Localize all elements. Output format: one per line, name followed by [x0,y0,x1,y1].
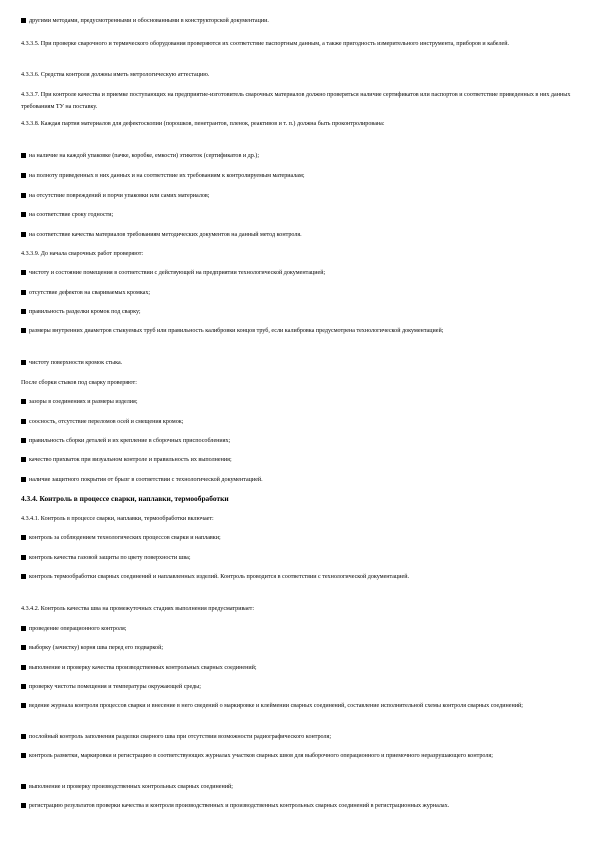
paragraph [21,248,577,260]
list-item [21,306,577,318]
bullet-icon [21,734,26,739]
bullet-icon [21,684,26,689]
paragraph-text: ведение журнала контроля процессов сварки и внесение в него сведений о маркировке и клеймении сварных соединений, составление исполнительной схемы контроля сварных соединений; [29,703,523,709]
section-heading: 4.3.4. Контроль в процессе сварки, наплавки, термообработки [21,494,229,503]
bullet-icon [21,574,26,579]
list-item [21,800,577,824]
list-item [21,325,577,349]
bullet-icon [21,535,26,540]
paragraph-text: чистоту и состояние помещения в соответствии с действующей на предприятии технологической документацией; [29,270,326,276]
bullet-icon [21,270,26,275]
list-item [21,229,577,241]
bullet-icon [21,477,26,482]
paragraph-text: качество прихваток при визуальном контроле и правильность их выполнения; [29,457,232,463]
paragraph-text: контроль качества газовой защиты по цвету поверхности шва; [29,555,191,561]
bullet-icon [21,399,26,404]
paragraph-text: После сборки стыков под сварку проверяют: [21,380,137,386]
paragraph-text: наличие защитного покрытия от брызг в соответствии с технологической документацией. [29,477,263,483]
list-item [21,623,577,635]
bullet-icon [21,328,26,333]
list-item [21,267,577,279]
paragraph-text: 4.3.3.6. Средства контроля должны иметь метрологическую аттестацию. [21,72,210,78]
paragraph-text: контроль за соблюдением технологических процессов сварки и наплавки; [29,535,221,541]
paragraph-text: правильность разделки кромок под сварку; [29,309,141,315]
list-item [21,209,577,221]
list-item [21,552,577,564]
paragraph-text: контроль термообработки сварных соединений и наплавленных изделий. Контроль проводится в соответствии с технологической документацией. [29,574,410,580]
bullet-icon [21,555,26,560]
paragraph-text: другими методами, предусмотренными и обоснованными в конструкторской документации. [29,18,269,24]
paragraph-text: на полноту приведенных в них данных и на соответствие их требованиям к контролируемым материалам; [29,173,305,179]
list-item [21,15,577,27]
list-item [21,357,577,369]
list-item [21,700,577,724]
bullet-icon [21,803,26,808]
paragraph [21,89,577,113]
list-item [21,642,577,654]
bullet-icon [21,784,26,789]
paragraph-text: правильность сборки деталей и их крепление в сборочных приспособлениях; [29,438,231,444]
paragraph-text: 4.3.3.5. При проверке сварочного и термического оборудования проверяются их соответствие паспортным данным, а также пригодность измерительного инструмента, приборов и кабелей. [21,41,510,47]
paragraph-text: проведение операционного контроля; [29,626,127,632]
list-item [21,781,577,793]
bullet-icon [21,419,26,424]
list-item [21,435,577,447]
paragraph-text: послойный контроль заполнения разделки сварного шва при отсутствии возможности радиографического контроля; [29,734,332,740]
paragraph-text: чистоту поверхности кромок стыка. [29,360,123,366]
list-item [21,571,577,595]
bullet-icon [21,232,26,237]
paragraph [21,603,577,615]
paragraph [21,118,577,142]
list-item [21,681,577,693]
list-item [21,731,577,743]
bullet-icon [21,153,26,158]
paragraph-text: выполнение и проверку качества производственных контрольных сварных соединений; [29,665,257,671]
bullet-icon [21,212,26,217]
bullet-icon [21,193,26,198]
paragraph-text: зазоры в соединениях и размеры изделия; [29,399,138,405]
list-item [21,190,577,202]
bullet-icon [21,173,26,178]
paragraph-text: 4.3.3.8. Каждая партия материалов для дефектоскопии (порошков, пенетрантов, пленок, реактивов и т. п.) должна быть проконтролирована: [21,121,385,127]
list-item [21,662,577,674]
bullet-icon [21,457,26,462]
list-item [21,287,577,299]
paragraph-text: регистрацию результатов проверки качества и контроля производственных и производственных контрольных сварных соединений в регистрационных журналах. [29,803,450,809]
list-item [21,150,577,162]
paragraph-text: на наличие на каждой упаковке (пачке, коробке, емкости) этикеток (сертификатов и др.); [29,153,260,159]
paragraph-text: проверку чистоты помещения и температуры окружающей среды; [29,684,201,690]
paragraph [21,38,577,62]
bullet-icon [21,626,26,631]
paragraph [21,69,577,81]
bullet-icon [21,360,26,365]
paragraph-text: выполнение и проверку производственных контрольных сварных соединений; [29,784,233,790]
list-item [21,454,577,466]
bullet-icon [21,290,26,295]
paragraph-text: на отсутствие повреждений и порчи упаковки или самих материалов; [29,193,210,199]
paragraph-text: 4.3.4.2. Контроль качества шва на промежуточных стадиях выполнения предусматривает: [21,606,255,612]
paragraph-text: отсутствие дефектов на свариваемых кромках; [29,290,151,296]
bullet-icon [21,753,26,758]
list-item [21,532,577,544]
bullet-icon [21,18,26,23]
list-item [21,396,577,408]
list-item [21,750,577,774]
bullet-icon [21,438,26,443]
list-item [21,416,577,428]
paragraph-text: 4.3.3.9. До начала сварочных работ проверяют: [21,251,144,257]
paragraph-text: соосность, отсутствие переломов осей и смещения кромок; [29,419,184,425]
list-item [21,170,577,182]
paragraph [21,377,577,389]
paragraph-text: 4.3.4.1. Контроль в процессе сварки, наплавки, термообработки включает: [21,516,214,522]
paragraph-text: на соответствие качества материалов требованиям методических документов на данный метод контроля. [29,232,302,238]
paragraph-text: 4.3.3.7. При контроле качества и приемке поступающих на предприятие-изготовитель сварочных материалов должно проверяться наличие сертификатов или паспортов и соответствие приведенных в них данных требованиям ТУ на поставку. [21,92,571,110]
list-item [21,474,577,486]
bullet-icon [21,665,26,670]
paragraph-text: на соответствие сроку годности; [29,212,114,218]
paragraph-text: выборку (зачистку) корня шва перед его подваркой; [29,645,164,651]
paragraph-text: контроль разметки, маркировки и регистрацию в соответствующих журналах участков сварных швов для выборочного операционного и приемочного неразрушающего контроля; [29,753,493,759]
bullet-icon [21,309,26,314]
bullet-icon [21,703,26,708]
paragraph [21,513,577,525]
bullet-icon [21,645,26,650]
paragraph-text: размеры внутренних диаметров стыкуемых труб или правильность калибровки концов труб, если калибровка предусмотрена технологической документацией; [29,328,444,334]
